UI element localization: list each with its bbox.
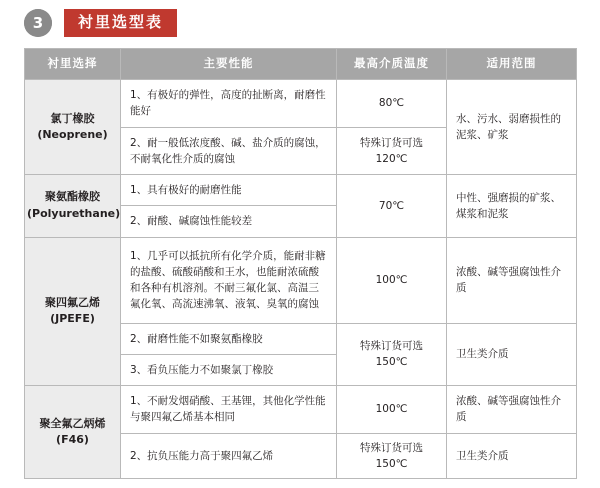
cell-performance: 2、耐酸、碱腐蚀性能较差 <box>121 206 337 237</box>
category-name-en: (JPEFE) <box>50 312 95 326</box>
lining-selection-table <box>24 48 577 479</box>
cell-temperature: 80℃ <box>337 80 447 128</box>
lining-selection-table-wrapper <box>24 48 576 479</box>
category-name-en: (Neoprene) <box>37 128 108 142</box>
cell-performance: 3、看负压能力不如聚氯丁橡胶 <box>121 354 337 385</box>
cell-scope: 卫生类介质 <box>447 433 577 479</box>
cell-performance: 2、耐磨性能不如聚氨酯橡胶 <box>121 323 337 354</box>
category-name-cn: 聚全氟乙炳烯 <box>39 416 106 430</box>
table-row <box>25 175 577 206</box>
cell-scope: 浓酸、碱等强腐蚀性介质 <box>447 386 577 434</box>
cell-scope: 卫生类介质 <box>447 323 577 386</box>
cell-temperature <box>337 323 447 386</box>
table-row <box>25 386 577 434</box>
temp-note: 特殊订货可选 <box>360 340 423 353</box>
cell-performance: 2、耐一般低浓度酸、碱、盐介质的腐蚀，不耐氧化性介质的腐蚀 <box>121 127 337 175</box>
temp-value: 150℃ <box>375 457 408 470</box>
cell-temperature: 100℃ <box>337 237 447 323</box>
cell-scope: 水、污水、弱磨损性的泥浆、矿浆 <box>447 80 577 175</box>
category-name-cn: 聚氨酯橡胶 <box>45 190 100 204</box>
page-title: 衬里选型表 <box>64 9 177 37</box>
section-number-badge: 3 <box>24 9 52 37</box>
temp-note: 特殊订货可选 <box>360 136 423 149</box>
cell-performance: 1、有极好的弹性，高度的扯断离，耐磨性能好 <box>121 80 337 128</box>
temp-note: 特殊订货可选 <box>360 441 423 454</box>
cell-category-f46 <box>25 386 121 479</box>
cell-performance: 1、具有极好的耐磨性能 <box>121 175 337 206</box>
temp-value: 150℃ <box>375 356 408 369</box>
temp-value: 120℃ <box>375 152 408 165</box>
cell-performance: 2、抗负压能力高于聚四氟乙烯 <box>121 433 337 479</box>
cell-performance: 1、几乎可以抵抗所有化学介质，能耐非糖的盐酸、硫酸硝酸和王水，也能耐浓硫酸和各种有机溶剂。不耐三氟化氯、高温三氟化氧、高流速沸氧、液氧、臭氧的腐蚀 <box>121 237 337 323</box>
category-name-en: (F46) <box>56 433 89 447</box>
column-header-lining: 衬里选择 <box>25 49 121 80</box>
cell-temperature: 70℃ <box>337 175 447 238</box>
table-header <box>25 49 577 80</box>
category-name-cn: 氯丁橡胶 <box>50 111 95 125</box>
cell-temperature: 100℃ <box>337 386 447 434</box>
cell-scope: 中性、强磨损的矿浆、煤浆和泥浆 <box>447 175 577 238</box>
cell-temperature <box>337 127 447 175</box>
cell-scope: 浓酸、碱等强腐蚀性介质 <box>447 237 577 323</box>
table-header-row <box>25 49 577 80</box>
cell-temperature <box>337 433 447 479</box>
cell-performance: 1、不耐发烟硝酸、王基锂，其他化学性能与聚四氟乙烯基本相同 <box>121 386 337 434</box>
category-name-en: (Polyurethane) <box>27 206 121 220</box>
column-header-scope: 适用范围 <box>447 49 577 80</box>
cell-category-ptfe <box>25 237 121 386</box>
cell-category-polyurethane <box>25 175 121 238</box>
section-header <box>24 8 177 38</box>
table-row <box>25 80 577 128</box>
column-header-performance: 主要性能 <box>121 49 337 80</box>
column-header-max-temp: 最高介质温度 <box>337 49 447 80</box>
table-row <box>25 237 577 323</box>
category-name-cn: 聚四氟乙烯 <box>45 295 100 309</box>
table-body <box>25 80 577 479</box>
cell-category-neoprene <box>25 80 121 175</box>
